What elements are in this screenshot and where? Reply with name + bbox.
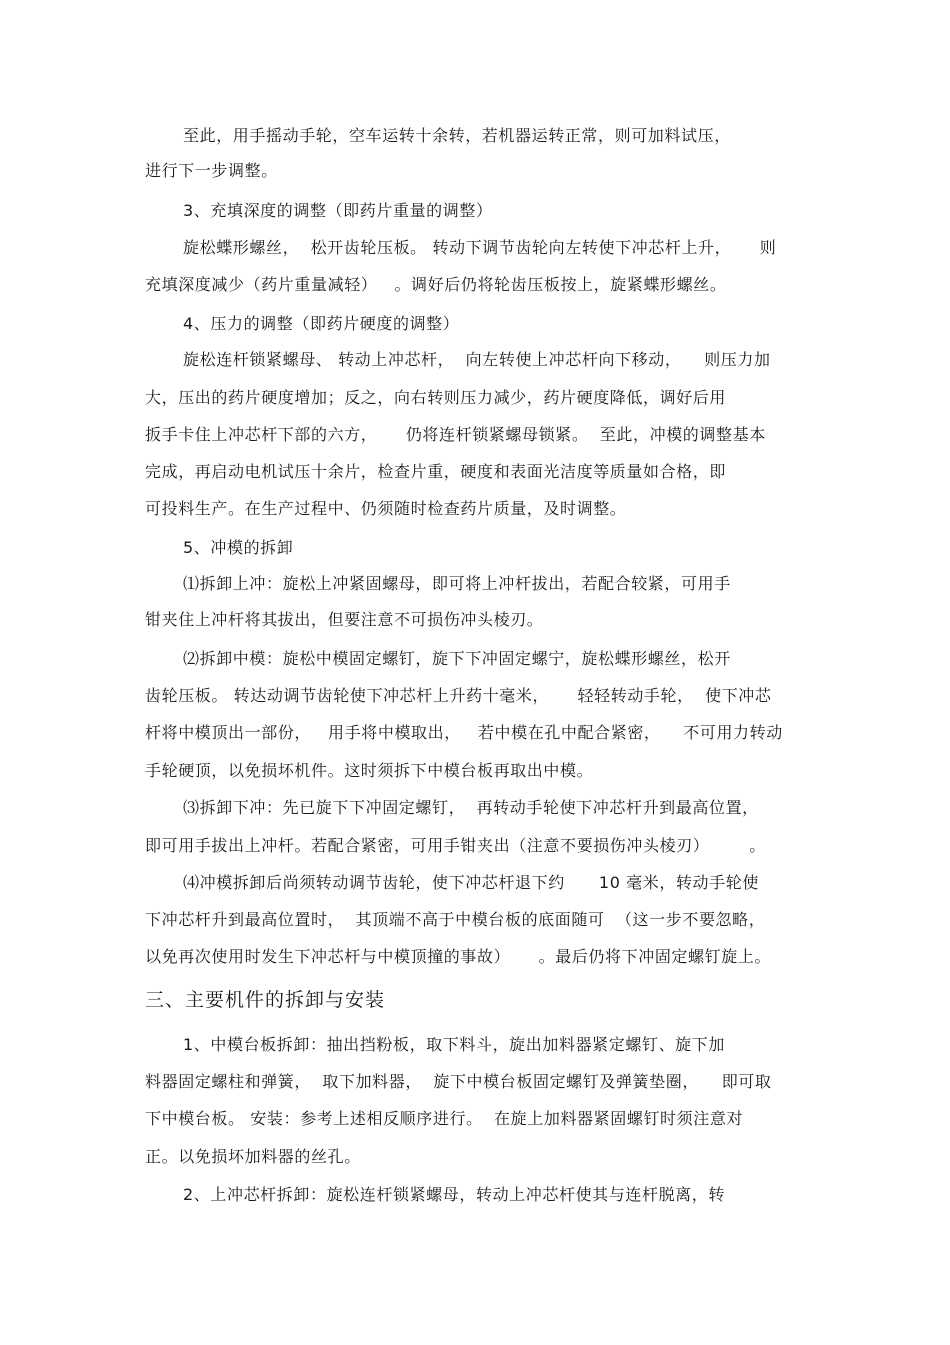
paragraph-line: 料器固定螺柱和弹簧， 取下加料器， 旋下中模台板固定螺钉及弹簧垫圈， 即可取 (145, 1072, 772, 1091)
chapter-heading: 三、主要机件的拆卸与安装 (145, 989, 386, 1011)
paragraph-line: 正。以免损坏加料器的丝孔。 (145, 1147, 361, 1166)
paragraph-line: 1、中模台板拆卸：抽出挡粉板，取下料斗，旋出加料器紧定螺钉、旋下加 (183, 1035, 725, 1054)
section-heading: 3、充填深度的调整（即药片重量的调整） (183, 201, 493, 220)
paragraph-line: 即可用手拔出上冲杆。若配合紧密，可用手钳夹出（注意不要损伤冲头棱刃） 。 (145, 836, 766, 855)
paragraph-line: 手轮硬顶，以免损坏机件。这时须拆下中模台板再取出中模。 (145, 761, 594, 780)
paragraph-line: 进行下一步调整。 (145, 161, 278, 180)
paragraph-line: 下冲芯杆升到最高位置时， 其顶端不高于中模台板的底面随可 （这一步不要忽略， (145, 910, 766, 929)
paragraph-line: 钳夹住上冲杆将其拔出，但要注意不可损伤冲头棱刃。 (145, 610, 544, 629)
paragraph-line: 旋松连杆锁紧螺母、 转动上冲芯杆， 向左转使上冲芯杆向下移动， 则压力加 (183, 350, 771, 369)
paragraph-line: 完成，再启动电机试压十余片，检查片重，硬度和表面光洁度等质量如合格，即 (145, 462, 727, 481)
paragraph-line: 扳手卡住上冲芯杆下部的六方， 仍将连杆锁紧螺母锁紧。 至此，冲模的调整基本 (145, 425, 766, 444)
paragraph-line: 充填深度减少（药片重量减轻） 。调好后仍将轮齿压板按上，旋紧蝶形螺丝。 (145, 275, 727, 294)
paragraph-line: ⑷冲模拆卸后尚须转动调节齿轮，使下冲芯杆退下约 10 毫米，转动手轮使 (183, 873, 759, 892)
paragraph-line: 2、上冲芯杆拆卸：旋松连杆锁紧螺母，转动上冲芯杆使其与连杆脱离，转 (183, 1185, 725, 1204)
paragraph-line: 可投料生产。在生产过程中、仍须随时检查药片质量，及时调整。 (145, 499, 627, 518)
paragraph-line: 大，压出的药片硬度增加；反之，向右转则压力减少，药片硬度降低，调好后用 (145, 388, 727, 407)
paragraph-line: 以免再次使用时发生下冲芯杆与中模顶撞的事故） 。最后仍将下冲固定螺钉旋上。 (145, 947, 772, 966)
paragraph-line: ⑵拆卸中模：旋松中模固定螺钉，旋下下冲固定螺宁，旋松蝶形螺丝，松开 (183, 649, 731, 668)
paragraph-line: 下中模台板。 安装：参考上述相反顺序进行。 在旋上加料器紧固螺钉时须注意对 (145, 1109, 744, 1128)
paragraph-line: 杆将中模顶出一部份， 用手将中模取出， 若中模在孔中配合紧密， 不可用力转动 (145, 723, 783, 742)
paragraph-line: 旋松蝶形螺丝， 松开齿轮压板。 转动下调节齿轮向左转使下冲芯杆上升， 则 (183, 238, 777, 257)
section-heading: 5、冲模的拆卸 (183, 538, 294, 557)
paragraph-line: ⑴拆卸上冲：旋松上冲紧固螺母，即可将上冲杆拔出，若配合较紧，可用手 (183, 574, 731, 593)
paragraph-line: 至此，用手摇动手轮，空车运转十余转，若机器运转正常，则可加料试压， (183, 126, 731, 145)
paragraph-line: 齿轮压板。 转达动调节齿轮使下冲芯杆上升药十毫米， 轻轻转动手轮， 使下冲芯 (145, 686, 772, 705)
paragraph-line: ⑶拆卸下冲：先已旋下下冲固定螺钉， 再转动手轮使下冲芯杆升到最高位置， (183, 798, 759, 817)
section-heading: 4、压力的调整（即药片硬度的调整） (183, 314, 460, 333)
